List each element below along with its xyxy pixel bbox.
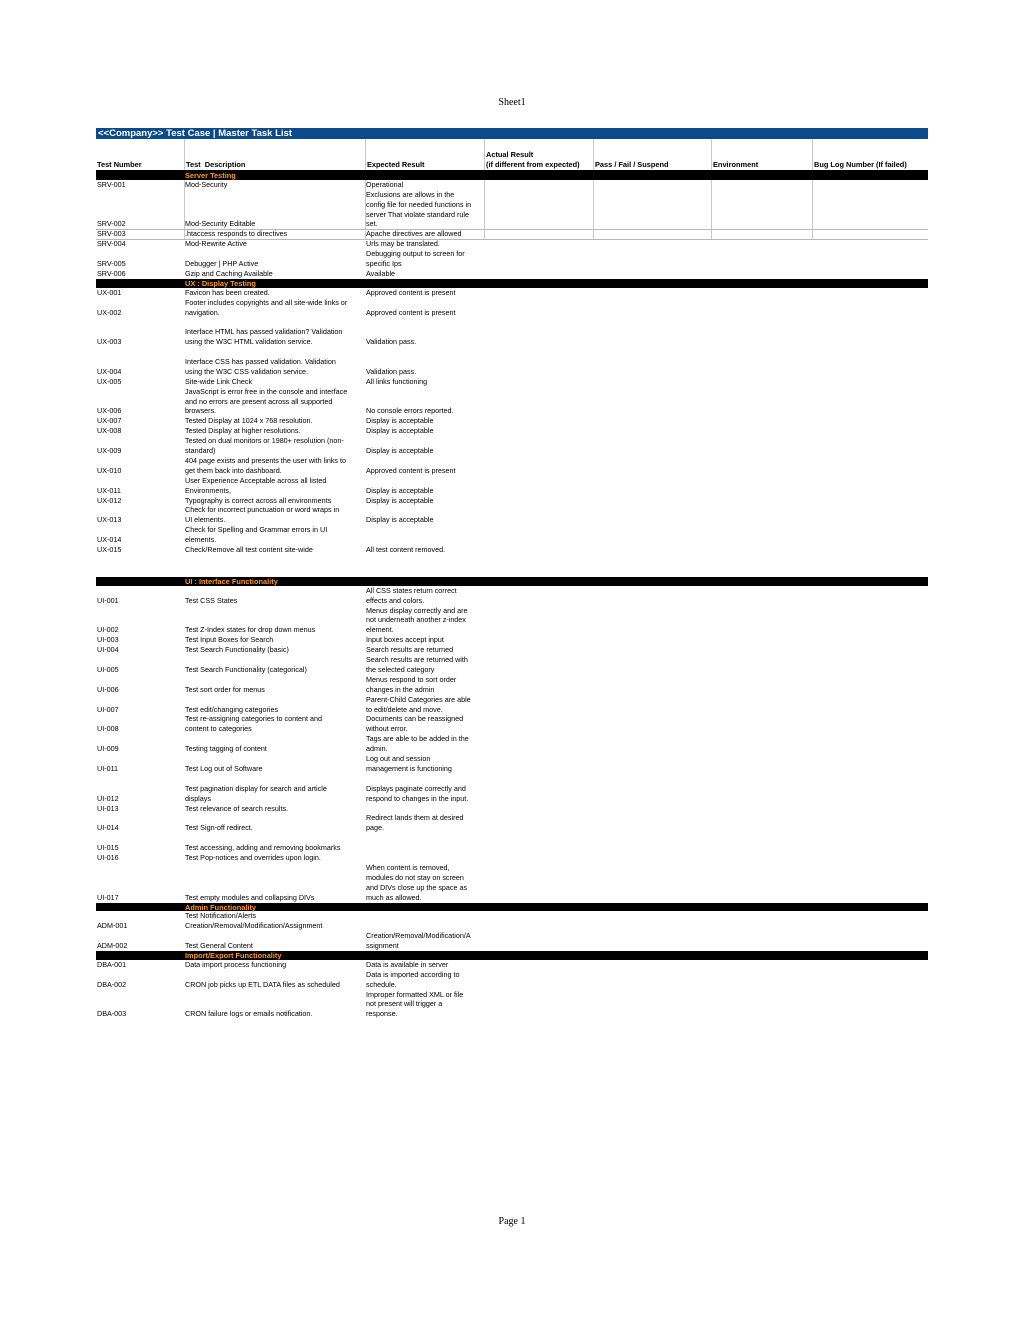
description-cell: Typography is correct across all environments [185,495,332,505]
expected-result-cell: Search results are returned [366,645,454,655]
task-list-sheet [96,128,928,1019]
section-title: Server Testing [185,171,236,180]
table-row [96,863,928,903]
description-cell: Gzip and Caching Available [185,268,273,278]
description-cell: Test General Content [185,941,253,951]
table-row [96,249,928,269]
expected-result-cell: Approved content is present [366,465,456,475]
grid-line [365,180,366,240]
description-cell: Testing tagging of content [185,744,267,754]
expected-result-cell: Tags are able to be added in the admin. [366,734,469,754]
description-cell: 404 page exists and presents the user with links to get them back into dashboard. [185,455,347,475]
description-cell: JavaScript is error free in the console and interface and no errors are present across all supported browsers. [185,386,348,416]
table-row [96,853,928,863]
description-cell: Test Pop-notices and overrides upon login. [185,853,321,863]
test-number-cell: UX-013 [97,515,122,525]
test-number-cell: UX-002 [97,307,122,317]
description-cell: Test sort order for menus [185,684,265,694]
test-number-cell: UI-015 [97,843,119,853]
description-cell: Interface HTML has passed validation? Validation using the W3C HTML validation service. [185,327,343,347]
test-number-cell: SRV-003 [97,229,126,239]
col-header-test-number: Test Number [97,160,142,170]
table-row [96,239,928,249]
table-row [96,426,928,436]
expected-result-cell: Creation/Removal/Modification/A ssignment [366,931,471,951]
expected-result-cell: Urls may be translated. [366,239,440,249]
description-cell: Mod-Security Editable [185,219,256,229]
description-cell: Test accessing, adding and removing bookmarks [185,843,341,853]
description-cell: CRON failure logs or emails notification. [185,1009,313,1019]
description-cell: Test Search Functionality (basic) [185,645,289,655]
test-number-cell: UX-004 [97,366,122,376]
test-number-cell: UI-008 [97,724,119,734]
test-number-cell: UX-006 [97,406,122,416]
table-row [96,476,928,496]
expected-result-cell: Exclusions are allows in the config file for needed functions in server That violate standard rule set. [366,189,472,229]
table-row [96,229,928,239]
expected-result-cell: Redirect lands them at desired page. [366,813,464,833]
test-number-cell: UI-011 [97,763,119,773]
description-cell: Test Input Boxes for Search [185,635,274,645]
description-cell: Tested Display at higher resolutions. [185,426,301,436]
table-row [96,377,928,387]
table-row [96,734,928,754]
table-row [96,317,928,347]
test-number-cell: ADM-001 [97,921,128,931]
description-cell: Data import process functioning [185,959,287,969]
sheet-title: <<Company>> Test Case | Master Task List [96,128,928,139]
test-number-cell: UI-013 [97,803,119,813]
test-number-cell: UX-007 [97,416,122,426]
section-title: UX : Display Testing [185,278,256,288]
table-row [96,813,928,833]
table-row [96,970,928,990]
test-number-cell: UI-017 [97,892,119,902]
test-number-cell: UI-002 [97,625,119,635]
expected-result-cell: Input boxes accept input [366,635,444,645]
grid-line [812,180,813,240]
description-cell: Check for incorrect punctuation or word wraps in UI elements. [185,505,340,525]
test-number-cell: UI-007 [97,704,119,714]
description-cell: Interface CSS has passed validation. Validation using the W3C CSS validation service. [185,356,336,376]
table-row [96,505,928,525]
grid-line [96,239,928,240]
section-spacer [96,555,928,577]
expected-result-cell: Approved content is present [366,307,456,317]
description-cell: Mod-Security [185,179,228,189]
table-row [96,833,928,853]
col-header-pass-fail: Pass / Fail / Suspend [593,139,712,170]
description-cell: Test edit/changing categories [185,704,279,714]
grid-line [184,180,185,240]
table-row [96,655,928,675]
page-number: Page 1 [498,1216,526,1227]
description-cell: Favicon has been created. [185,287,270,297]
table-row [96,586,928,606]
table-row [96,298,928,318]
expected-result-cell: Documents can be reassigned without error. [366,714,464,734]
test-number-cell: UI-006 [97,684,119,694]
section-rows [96,288,928,555]
test-number-cell: UX-009 [97,446,122,456]
test-number-cell: SRV-001 [97,179,126,189]
test-number-cell: ADM-002 [97,941,128,951]
grid-line [96,229,928,230]
expected-result-cell: Display is acceptable [366,485,434,495]
table-row [96,960,928,970]
test-number-cell: DBA-001 [97,959,127,969]
description-cell: Test pagination display for search and article displays [185,783,327,803]
expected-result-cell: Display is acceptable [366,426,434,436]
description-cell: Test re-assigning categories to content and content to categories [185,714,323,734]
table-body [96,171,928,1019]
test-number-cell: UX-003 [97,337,122,347]
expected-result-cell: Data is imported according to schedule. [366,969,460,989]
test-number-cell: UX-015 [97,545,122,555]
column-header-row [96,139,928,171]
table-row [96,496,928,506]
section-title: UI : Interface Functionality [185,576,278,586]
description-cell: Site-wide Link Check [185,376,253,386]
description-cell: User Experience Acceptable across all listed Environments, [185,475,327,495]
description-cell: Check for Spelling and Grammar errors in UI elements. [185,525,328,545]
expected-result-cell: Validation pass. [366,366,417,376]
test-number-cell: SRV-005 [97,259,126,269]
table-row [96,695,928,715]
test-number-cell: UX-011 [97,485,121,495]
test-number-cell: DBA-002 [97,979,127,989]
test-number-cell: UI-014 [97,823,119,833]
test-number-cell: SRV-002 [97,219,126,229]
expected-result-cell: When content is removed, modules do not stay on screen and DIVs close up the space as much as allowed. [366,862,468,902]
table-row [96,606,928,636]
col-header-actual: Actual Result (if different from expected) [484,139,594,170]
section-rows [96,586,928,903]
description-cell: Mod-Rewrite Active [185,239,247,249]
section-header [96,577,928,586]
section-header [96,951,928,960]
test-number-cell: UI-004 [97,645,119,655]
table-row [96,436,928,456]
table-row [96,990,928,1020]
test-number-cell: DBA-003 [97,1009,127,1019]
expected-result-cell: Validation pass. [366,337,417,347]
expected-result-cell: Log out and session management is functioning [366,754,452,773]
description-cell: .htaccess responds to directives [185,229,288,239]
test-number-cell: UI-003 [97,635,119,645]
section-rows [96,911,928,951]
table-row [96,675,928,695]
expected-result-cell: Debugging output to screen for specific Ips [366,249,465,269]
expected-result-cell: Approved content is present [366,287,456,297]
description-cell: Tested Display at 1024 x 768 resolution. [185,416,313,426]
test-number-cell: UI-005 [97,664,119,674]
col-header-description: Test Description [184,139,366,170]
table-row [96,911,928,931]
col-header-bug-log: Bug Log Number (If failed) [812,139,928,170]
grid-line [711,180,712,240]
table-row [96,456,928,476]
table-row [96,269,928,279]
table-row [96,714,928,734]
expected-result-cell: Parent-Child Categories are able to edit/delete and move. [366,694,471,714]
expected-result-cell: Data is available in server [366,959,449,969]
description-cell: Test CSS States [185,595,238,605]
table-row [96,525,928,545]
grid-line [484,180,485,240]
table-row [96,190,928,230]
test-number-cell: UX-005 [97,376,122,386]
test-number-cell: UX-014 [97,535,122,545]
expected-result-cell: Display is acceptable [366,515,434,525]
expected-result-cell: Operational [366,179,404,189]
expected-result-cell: All links functioning [366,376,428,386]
table-row [96,931,928,951]
description-cell: Test Sign-off redirect. [185,823,253,833]
test-number-cell: UX-010 [97,465,122,475]
description-cell: Test Log out of Software [185,763,263,773]
section-rows [96,960,928,1019]
description-cell: Test Z-Index states for drop down menus [185,625,316,635]
expected-result-cell: No console errors reported. [366,406,454,416]
expected-result-cell: Menus respond to sort order changes in the admin [366,674,457,694]
test-number-cell: UX-001 [97,287,122,297]
description-cell: Check/Remove all test content site-wide [185,545,313,555]
test-number-cell: SRV-004 [97,239,126,249]
table-row [96,416,928,426]
table-row [96,754,928,774]
table-row [96,645,928,655]
section-header [96,903,928,912]
description-cell: Test empty modules and collapsing DIVs [185,892,315,902]
description-cell: CRON job picks up ETL DATA files as scheduled [185,979,340,989]
expected-result-cell: Menus display correctly and are not underneath another z-index element. [366,605,468,635]
sheet-name: Sheet1 [498,97,526,108]
table-row [96,545,928,555]
test-number-cell: UI-009 [97,744,119,754]
section-rows [96,180,928,279]
test-number-cell: UI-001 [97,595,119,605]
table-row [96,635,928,645]
description-cell: Debugger | PHP Active [185,259,259,269]
section-title: Admin Functionality [185,902,257,912]
description-cell: Test Search Functionality (categorical) [185,664,307,674]
expected-result-cell: Search results are returned with the selected category [366,655,468,674]
section-title: Import/Export Functionality [185,951,282,960]
table-row [96,180,928,190]
test-number-cell: UI-016 [97,853,119,863]
description-cell: Tested on dual monitors or 1980+ resolution (non- standard) [185,436,344,456]
test-number-cell: SRV-006 [97,268,126,278]
grid-line [593,180,594,240]
section-header [96,171,928,180]
expected-result-cell: Display is acceptable [366,495,434,505]
expected-result-cell: Display is acceptable [366,446,434,456]
table-row [96,288,928,298]
expected-result-cell: All CSS states return correct effects and colors. [366,585,457,605]
table-row [96,774,928,804]
description-cell: Footer includes copyrights and all site-wide links or navigation. [185,297,348,317]
table-row [96,347,928,377]
table-row [96,387,928,417]
expected-result-cell: All test content removed. [366,545,446,555]
col-header-environment: Environment [711,139,813,170]
test-number-cell: UX-008 [97,426,122,436]
expected-result-cell: Improper formatted XML or file not present will trigger a response. [366,989,464,1019]
description-cell: Test relevance of search results. [185,803,289,813]
expected-result-cell: Apache directives are allowed [366,229,462,239]
table-row [96,804,928,814]
section-header [96,279,928,288]
expected-result-cell: Display is acceptable [366,416,434,426]
test-number-cell: UX-012 [97,495,122,505]
expected-result-cell: Displays paginate correctly and respond to changes in the input. [366,783,469,803]
description-cell: Test Notification/Alerts Creation/Removal/Modification/Assignment [185,911,323,931]
expected-result-cell: Available [366,268,396,278]
col-header-expected: Expected Result [365,139,484,170]
test-number-cell: UI-012 [97,793,119,803]
